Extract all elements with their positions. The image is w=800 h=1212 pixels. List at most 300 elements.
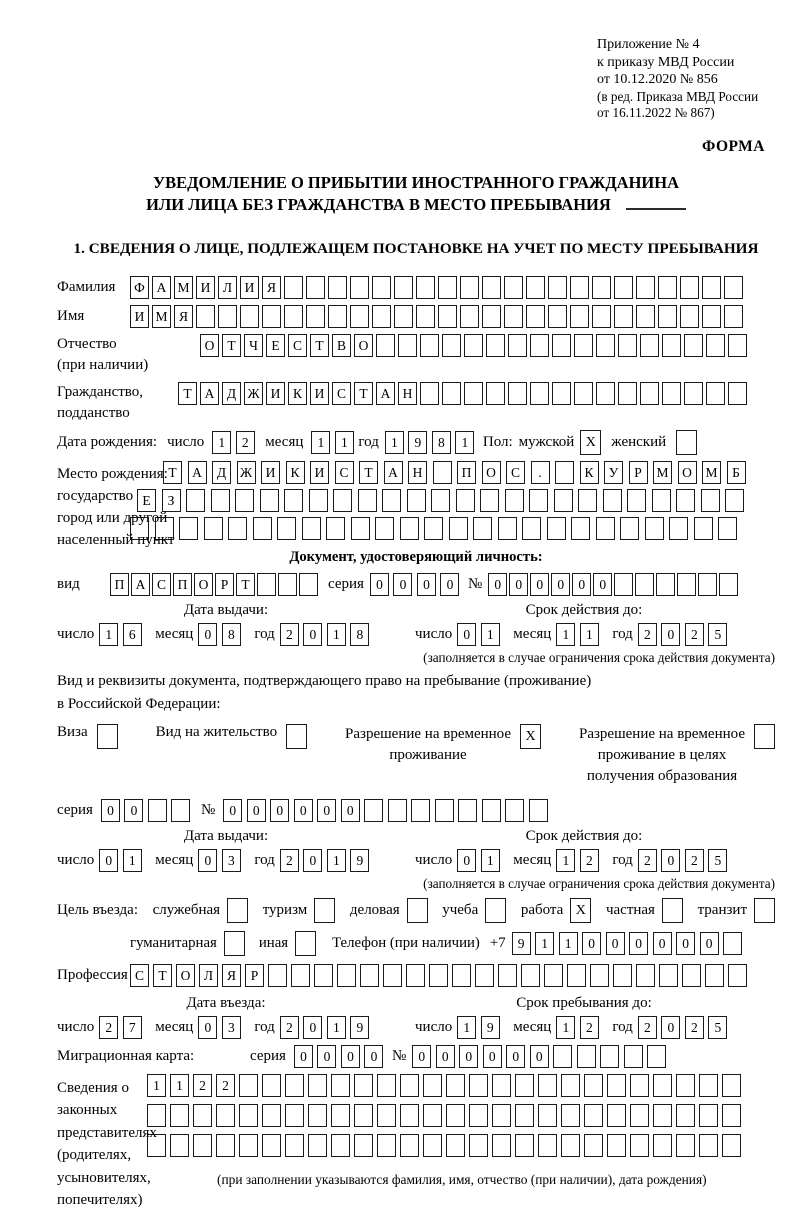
char-box[interactable]: 3 bbox=[222, 849, 241, 872]
char-box[interactable] bbox=[656, 573, 675, 596]
char-box[interactable] bbox=[442, 382, 461, 405]
char-box[interactable] bbox=[659, 964, 678, 987]
char-box[interactable] bbox=[702, 276, 721, 299]
char-box[interactable] bbox=[460, 305, 479, 328]
char-box[interactable]: 0 bbox=[303, 623, 322, 646]
char-box[interactable]: Ж bbox=[244, 382, 263, 405]
char-box[interactable]: Я bbox=[222, 964, 241, 987]
char-box[interactable]: Р bbox=[629, 461, 648, 484]
char-box[interactable]: И bbox=[261, 461, 280, 484]
char-box[interactable]: 1 bbox=[556, 849, 575, 872]
char-box[interactable] bbox=[677, 573, 696, 596]
char-box[interactable]: Н bbox=[398, 382, 417, 405]
char-box[interactable] bbox=[486, 334, 505, 357]
char-box[interactable] bbox=[706, 382, 725, 405]
char-box[interactable] bbox=[435, 799, 454, 822]
char-box[interactable] bbox=[372, 276, 391, 299]
char-box[interactable] bbox=[584, 1074, 603, 1097]
char-box[interactable]: 1 bbox=[481, 849, 500, 872]
char-box[interactable]: 0 bbox=[198, 849, 217, 872]
char-box[interactable]: 1 bbox=[311, 431, 330, 454]
char-box[interactable] bbox=[684, 382, 703, 405]
char-box[interactable] bbox=[331, 1134, 350, 1157]
char-box[interactable]: 2 bbox=[580, 1016, 599, 1039]
char-box[interactable]: Т bbox=[354, 382, 373, 405]
char-box[interactable]: Б bbox=[727, 461, 746, 484]
char-box[interactable] bbox=[596, 382, 615, 405]
char-box[interactable] bbox=[400, 1074, 419, 1097]
char-box[interactable] bbox=[662, 334, 681, 357]
char-box[interactable] bbox=[680, 305, 699, 328]
char-box[interactable] bbox=[411, 799, 430, 822]
char-box[interactable]: 1 bbox=[535, 932, 554, 955]
char-box[interactable] bbox=[284, 489, 303, 512]
char-box[interactable]: 2 bbox=[280, 849, 299, 872]
char-box[interactable]: 0 bbox=[247, 799, 266, 822]
char-box[interactable]: Р bbox=[245, 964, 264, 987]
char-box[interactable] bbox=[592, 276, 611, 299]
char-box[interactable] bbox=[394, 276, 413, 299]
char-box[interactable]: К bbox=[288, 382, 307, 405]
char-box[interactable]: 0 bbox=[506, 1045, 525, 1068]
char-box[interactable] bbox=[473, 517, 492, 540]
char-box[interactable] bbox=[423, 1074, 442, 1097]
char-box[interactable] bbox=[723, 932, 742, 955]
char-box[interactable] bbox=[446, 1104, 465, 1127]
char-box[interactable] bbox=[596, 517, 615, 540]
char-box[interactable] bbox=[722, 1104, 741, 1127]
char-box[interactable] bbox=[171, 799, 190, 822]
char-box[interactable] bbox=[235, 489, 254, 512]
char-box[interactable] bbox=[618, 382, 637, 405]
char-box[interactable] bbox=[630, 1074, 649, 1097]
char-box[interactable]: Е bbox=[266, 334, 285, 357]
char-box[interactable]: 0 bbox=[530, 573, 549, 596]
char-box[interactable] bbox=[331, 1104, 350, 1127]
char-box[interactable] bbox=[278, 573, 297, 596]
char-box[interactable]: Ф bbox=[130, 276, 149, 299]
char-box[interactable] bbox=[636, 276, 655, 299]
char-box[interactable] bbox=[284, 276, 303, 299]
char-box[interactable]: 0 bbox=[700, 932, 719, 955]
char-box[interactable] bbox=[306, 276, 325, 299]
char-box[interactable]: 9 bbox=[512, 932, 531, 955]
char-box[interactable]: С bbox=[332, 382, 351, 405]
char-box[interactable] bbox=[458, 799, 477, 822]
char-box[interactable]: О bbox=[678, 461, 697, 484]
char-box[interactable] bbox=[406, 964, 425, 987]
char-box[interactable] bbox=[400, 517, 419, 540]
char-box[interactable]: 6 bbox=[123, 623, 142, 646]
char-box[interactable] bbox=[684, 334, 703, 357]
char-box[interactable] bbox=[662, 382, 681, 405]
char-box[interactable]: М bbox=[152, 305, 171, 328]
char-box[interactable]: А bbox=[188, 461, 207, 484]
char-box[interactable] bbox=[647, 1045, 666, 1068]
char-box[interactable] bbox=[291, 964, 310, 987]
char-box[interactable]: И bbox=[240, 276, 259, 299]
char-box[interactable] bbox=[420, 382, 439, 405]
char-box[interactable] bbox=[636, 305, 655, 328]
char-box[interactable] bbox=[719, 573, 738, 596]
char-box[interactable]: М bbox=[702, 461, 721, 484]
char-box[interactable] bbox=[179, 517, 198, 540]
char-box[interactable] bbox=[308, 1104, 327, 1127]
char-box[interactable]: 5 bbox=[708, 849, 727, 872]
char-box[interactable] bbox=[645, 517, 664, 540]
char-box[interactable]: У bbox=[604, 461, 623, 484]
char-box[interactable]: 1 bbox=[457, 1016, 476, 1039]
char-box[interactable]: 0 bbox=[661, 623, 680, 646]
char-box[interactable] bbox=[285, 1104, 304, 1127]
char-box[interactable] bbox=[333, 489, 352, 512]
char-box[interactable] bbox=[578, 489, 597, 512]
temp-residence-checkbox[interactable]: X bbox=[520, 724, 541, 749]
char-box[interactable] bbox=[725, 489, 744, 512]
char-box[interactable]: 8 bbox=[350, 623, 369, 646]
char-box[interactable] bbox=[522, 517, 541, 540]
char-box[interactable] bbox=[337, 964, 356, 987]
char-box[interactable] bbox=[148, 799, 167, 822]
char-box[interactable] bbox=[515, 1134, 534, 1157]
char-box[interactable] bbox=[431, 489, 450, 512]
char-box[interactable]: 1 bbox=[212, 431, 231, 454]
char-box[interactable] bbox=[239, 1134, 258, 1157]
char-box[interactable] bbox=[170, 1104, 189, 1127]
char-box[interactable]: З bbox=[162, 489, 181, 512]
char-box[interactable]: . bbox=[531, 461, 550, 484]
char-box[interactable]: 2 bbox=[685, 1016, 704, 1039]
char-box[interactable]: С bbox=[130, 964, 149, 987]
char-box[interactable]: 2 bbox=[580, 849, 599, 872]
char-box[interactable] bbox=[407, 489, 426, 512]
char-box[interactable]: 9 bbox=[350, 849, 369, 872]
char-box[interactable] bbox=[552, 382, 571, 405]
char-box[interactable]: Д bbox=[222, 382, 241, 405]
char-box[interactable]: 0 bbox=[124, 799, 143, 822]
char-box[interactable] bbox=[268, 964, 287, 987]
char-box[interactable] bbox=[614, 573, 633, 596]
char-box[interactable]: 1 bbox=[335, 431, 354, 454]
char-box[interactable] bbox=[360, 964, 379, 987]
char-box[interactable] bbox=[170, 1134, 189, 1157]
char-box[interactable]: 2 bbox=[638, 623, 657, 646]
char-box[interactable]: 0 bbox=[341, 1045, 360, 1068]
char-box[interactable] bbox=[228, 517, 247, 540]
char-box[interactable] bbox=[358, 489, 377, 512]
char-box[interactable] bbox=[377, 1134, 396, 1157]
char-box[interactable] bbox=[257, 573, 276, 596]
char-box[interactable] bbox=[277, 517, 296, 540]
char-box[interactable]: 0 bbox=[198, 623, 217, 646]
char-box[interactable] bbox=[676, 1074, 695, 1097]
char-box[interactable] bbox=[285, 1074, 304, 1097]
purpose-study-checkbox[interactable] bbox=[485, 898, 506, 923]
char-box[interactable] bbox=[676, 489, 695, 512]
char-box[interactable] bbox=[718, 517, 737, 540]
char-box[interactable]: А bbox=[376, 382, 395, 405]
char-box[interactable] bbox=[584, 1134, 603, 1157]
char-box[interactable] bbox=[614, 276, 633, 299]
char-box[interactable]: 0 bbox=[572, 573, 591, 596]
char-box[interactable] bbox=[398, 334, 417, 357]
char-box[interactable] bbox=[504, 305, 523, 328]
char-box[interactable] bbox=[383, 964, 402, 987]
char-box[interactable] bbox=[464, 334, 483, 357]
char-box[interactable]: 0 bbox=[582, 932, 601, 955]
char-box[interactable]: 2 bbox=[280, 1016, 299, 1039]
char-box[interactable] bbox=[260, 489, 279, 512]
char-box[interactable] bbox=[544, 964, 563, 987]
char-box[interactable] bbox=[350, 305, 369, 328]
char-box[interactable] bbox=[627, 489, 646, 512]
char-box[interactable] bbox=[438, 276, 457, 299]
purpose-official-checkbox[interactable] bbox=[227, 898, 248, 923]
char-box[interactable]: Я bbox=[262, 276, 281, 299]
char-box[interactable] bbox=[475, 964, 494, 987]
char-box[interactable]: 0 bbox=[457, 623, 476, 646]
char-box[interactable] bbox=[577, 1045, 596, 1068]
char-box[interactable]: Т bbox=[178, 382, 197, 405]
char-box[interactable]: И bbox=[196, 276, 215, 299]
char-box[interactable]: 0 bbox=[223, 799, 242, 822]
char-box[interactable] bbox=[624, 1045, 643, 1068]
char-box[interactable]: К bbox=[580, 461, 599, 484]
char-box[interactable] bbox=[482, 276, 501, 299]
char-box[interactable] bbox=[653, 1074, 672, 1097]
char-box[interactable] bbox=[538, 1104, 557, 1127]
char-box[interactable] bbox=[377, 1074, 396, 1097]
char-box[interactable] bbox=[400, 1104, 419, 1127]
char-box[interactable] bbox=[555, 461, 574, 484]
char-box[interactable]: 1 bbox=[580, 623, 599, 646]
char-box[interactable]: 0 bbox=[440, 573, 459, 596]
char-box[interactable]: П bbox=[110, 573, 129, 596]
char-box[interactable] bbox=[653, 1134, 672, 1157]
char-box[interactable] bbox=[705, 964, 724, 987]
char-box[interactable]: Т bbox=[359, 461, 378, 484]
char-box[interactable] bbox=[262, 1134, 281, 1157]
char-box[interactable]: 1 bbox=[481, 623, 500, 646]
char-box[interactable] bbox=[482, 799, 501, 822]
char-box[interactable] bbox=[552, 334, 571, 357]
char-box[interactable]: 2 bbox=[216, 1074, 235, 1097]
char-box[interactable] bbox=[464, 382, 483, 405]
char-box[interactable] bbox=[538, 1134, 557, 1157]
char-box[interactable] bbox=[571, 517, 590, 540]
char-box[interactable] bbox=[635, 573, 654, 596]
char-box[interactable] bbox=[351, 517, 370, 540]
char-box[interactable] bbox=[309, 489, 328, 512]
char-box[interactable]: 2 bbox=[685, 849, 704, 872]
char-box[interactable]: 0 bbox=[661, 849, 680, 872]
char-box[interactable] bbox=[630, 1134, 649, 1157]
char-box[interactable] bbox=[698, 573, 717, 596]
char-box[interactable] bbox=[636, 964, 655, 987]
purpose-humanitarian-checkbox[interactable] bbox=[224, 931, 245, 956]
char-box[interactable]: 1 bbox=[327, 623, 346, 646]
purpose-other-checkbox[interactable] bbox=[295, 931, 316, 956]
char-box[interactable]: 3 bbox=[222, 1016, 241, 1039]
char-box[interactable] bbox=[240, 305, 259, 328]
char-box[interactable] bbox=[652, 489, 671, 512]
char-box[interactable]: Т bbox=[163, 461, 182, 484]
char-box[interactable] bbox=[469, 1134, 488, 1157]
visa-checkbox[interactable] bbox=[97, 724, 118, 749]
char-box[interactable]: Я bbox=[174, 305, 193, 328]
char-box[interactable]: Л bbox=[218, 276, 237, 299]
char-box[interactable] bbox=[429, 964, 448, 987]
char-box[interactable]: 0 bbox=[653, 932, 672, 955]
char-box[interactable]: Р bbox=[215, 573, 234, 596]
char-box[interactable] bbox=[314, 964, 333, 987]
char-box[interactable] bbox=[567, 964, 586, 987]
char-box[interactable] bbox=[382, 489, 401, 512]
char-box[interactable] bbox=[653, 1104, 672, 1127]
char-box[interactable] bbox=[420, 334, 439, 357]
char-box[interactable]: 1 bbox=[327, 849, 346, 872]
char-box[interactable]: 7 bbox=[123, 1016, 142, 1039]
char-box[interactable] bbox=[561, 1074, 580, 1097]
char-box[interactable] bbox=[372, 305, 391, 328]
char-box[interactable] bbox=[724, 276, 743, 299]
char-box[interactable] bbox=[377, 1104, 396, 1127]
char-box[interactable] bbox=[561, 1104, 580, 1127]
char-box[interactable]: 0 bbox=[270, 799, 289, 822]
char-box[interactable] bbox=[694, 517, 713, 540]
char-box[interactable] bbox=[526, 305, 545, 328]
char-box[interactable] bbox=[658, 276, 677, 299]
char-box[interactable]: М bbox=[653, 461, 672, 484]
char-box[interactable] bbox=[354, 1074, 373, 1097]
char-box[interactable]: 1 bbox=[99, 623, 118, 646]
char-box[interactable] bbox=[492, 1134, 511, 1157]
char-box[interactable]: П bbox=[173, 573, 192, 596]
char-box[interactable] bbox=[504, 276, 523, 299]
char-box[interactable] bbox=[394, 305, 413, 328]
residence-permit-checkbox[interactable] bbox=[286, 724, 307, 749]
char-box[interactable] bbox=[607, 1134, 626, 1157]
char-box[interactable] bbox=[306, 305, 325, 328]
char-box[interactable] bbox=[285, 1134, 304, 1157]
char-box[interactable] bbox=[699, 1104, 718, 1127]
char-box[interactable]: А bbox=[152, 276, 171, 299]
char-box[interactable] bbox=[529, 799, 548, 822]
char-box[interactable]: 0 bbox=[488, 573, 507, 596]
char-box[interactable] bbox=[350, 276, 369, 299]
char-box[interactable]: 1 bbox=[385, 431, 404, 454]
char-box[interactable] bbox=[701, 489, 720, 512]
char-box[interactable]: 2 bbox=[280, 623, 299, 646]
char-box[interactable] bbox=[505, 489, 524, 512]
char-box[interactable]: 0 bbox=[294, 799, 313, 822]
char-box[interactable]: И bbox=[310, 382, 329, 405]
char-box[interactable] bbox=[699, 1134, 718, 1157]
char-box[interactable] bbox=[449, 517, 468, 540]
char-box[interactable] bbox=[482, 305, 501, 328]
char-box[interactable]: 0 bbox=[551, 573, 570, 596]
char-box[interactable] bbox=[446, 1134, 465, 1157]
char-box[interactable] bbox=[530, 334, 549, 357]
char-box[interactable] bbox=[328, 305, 347, 328]
char-box[interactable] bbox=[460, 276, 479, 299]
char-box[interactable]: Т bbox=[310, 334, 329, 357]
char-box[interactable] bbox=[388, 799, 407, 822]
char-box[interactable]: 0 bbox=[417, 573, 436, 596]
char-box[interactable] bbox=[630, 1104, 649, 1127]
char-box[interactable] bbox=[722, 1134, 741, 1157]
char-box[interactable]: 2 bbox=[638, 849, 657, 872]
char-box[interactable]: Е bbox=[137, 489, 156, 512]
char-box[interactable]: Н bbox=[408, 461, 427, 484]
purpose-private-checkbox[interactable] bbox=[662, 898, 683, 923]
char-box[interactable] bbox=[253, 517, 272, 540]
char-box[interactable]: 8 bbox=[222, 623, 241, 646]
char-box[interactable] bbox=[722, 1074, 741, 1097]
char-box[interactable] bbox=[239, 1104, 258, 1127]
char-box[interactable]: Т bbox=[236, 573, 255, 596]
char-box[interactable]: 0 bbox=[459, 1045, 478, 1068]
char-box[interactable] bbox=[640, 382, 659, 405]
char-box[interactable]: 0 bbox=[457, 849, 476, 872]
char-box[interactable] bbox=[614, 305, 633, 328]
char-box[interactable] bbox=[515, 1104, 534, 1127]
char-box[interactable]: И bbox=[130, 305, 149, 328]
char-box[interactable] bbox=[505, 799, 524, 822]
char-box[interactable]: 0 bbox=[317, 1045, 336, 1068]
char-box[interactable] bbox=[724, 305, 743, 328]
char-box[interactable]: 0 bbox=[661, 1016, 680, 1039]
char-box[interactable]: 2 bbox=[193, 1074, 212, 1097]
char-box[interactable]: И bbox=[310, 461, 329, 484]
char-box[interactable] bbox=[196, 305, 215, 328]
char-box[interactable] bbox=[423, 1134, 442, 1157]
char-box[interactable] bbox=[400, 1134, 419, 1157]
char-box[interactable] bbox=[508, 334, 527, 357]
char-box[interactable] bbox=[424, 517, 443, 540]
sex-male-checkbox[interactable]: X bbox=[580, 430, 601, 455]
char-box[interactable]: О bbox=[194, 573, 213, 596]
char-box[interactable] bbox=[706, 334, 725, 357]
char-box[interactable] bbox=[515, 1074, 534, 1097]
char-box[interactable] bbox=[613, 964, 632, 987]
char-box[interactable]: 0 bbox=[101, 799, 120, 822]
char-box[interactable]: 2 bbox=[236, 431, 255, 454]
purpose-work-checkbox[interactable]: X bbox=[570, 898, 591, 923]
char-box[interactable]: 1 bbox=[327, 1016, 346, 1039]
purpose-transit-checkbox[interactable] bbox=[754, 898, 775, 923]
char-box[interactable]: 0 bbox=[198, 1016, 217, 1039]
purpose-business-checkbox[interactable] bbox=[407, 898, 428, 923]
char-box[interactable]: 5 bbox=[708, 623, 727, 646]
purpose-tourism-checkbox[interactable] bbox=[314, 898, 335, 923]
char-box[interactable]: 2 bbox=[99, 1016, 118, 1039]
char-box[interactable] bbox=[239, 1074, 258, 1097]
char-box[interactable]: К bbox=[286, 461, 305, 484]
char-box[interactable]: 0 bbox=[99, 849, 118, 872]
char-box[interactable] bbox=[376, 334, 395, 357]
char-box[interactable] bbox=[547, 517, 566, 540]
char-box[interactable]: 0 bbox=[370, 573, 389, 596]
char-box[interactable] bbox=[554, 489, 573, 512]
char-box[interactable] bbox=[308, 1074, 327, 1097]
char-box[interactable]: С bbox=[288, 334, 307, 357]
char-box[interactable] bbox=[728, 964, 747, 987]
char-box[interactable]: Т bbox=[222, 334, 241, 357]
char-box[interactable] bbox=[211, 489, 230, 512]
char-box[interactable]: С bbox=[335, 461, 354, 484]
char-box[interactable] bbox=[600, 1045, 619, 1068]
